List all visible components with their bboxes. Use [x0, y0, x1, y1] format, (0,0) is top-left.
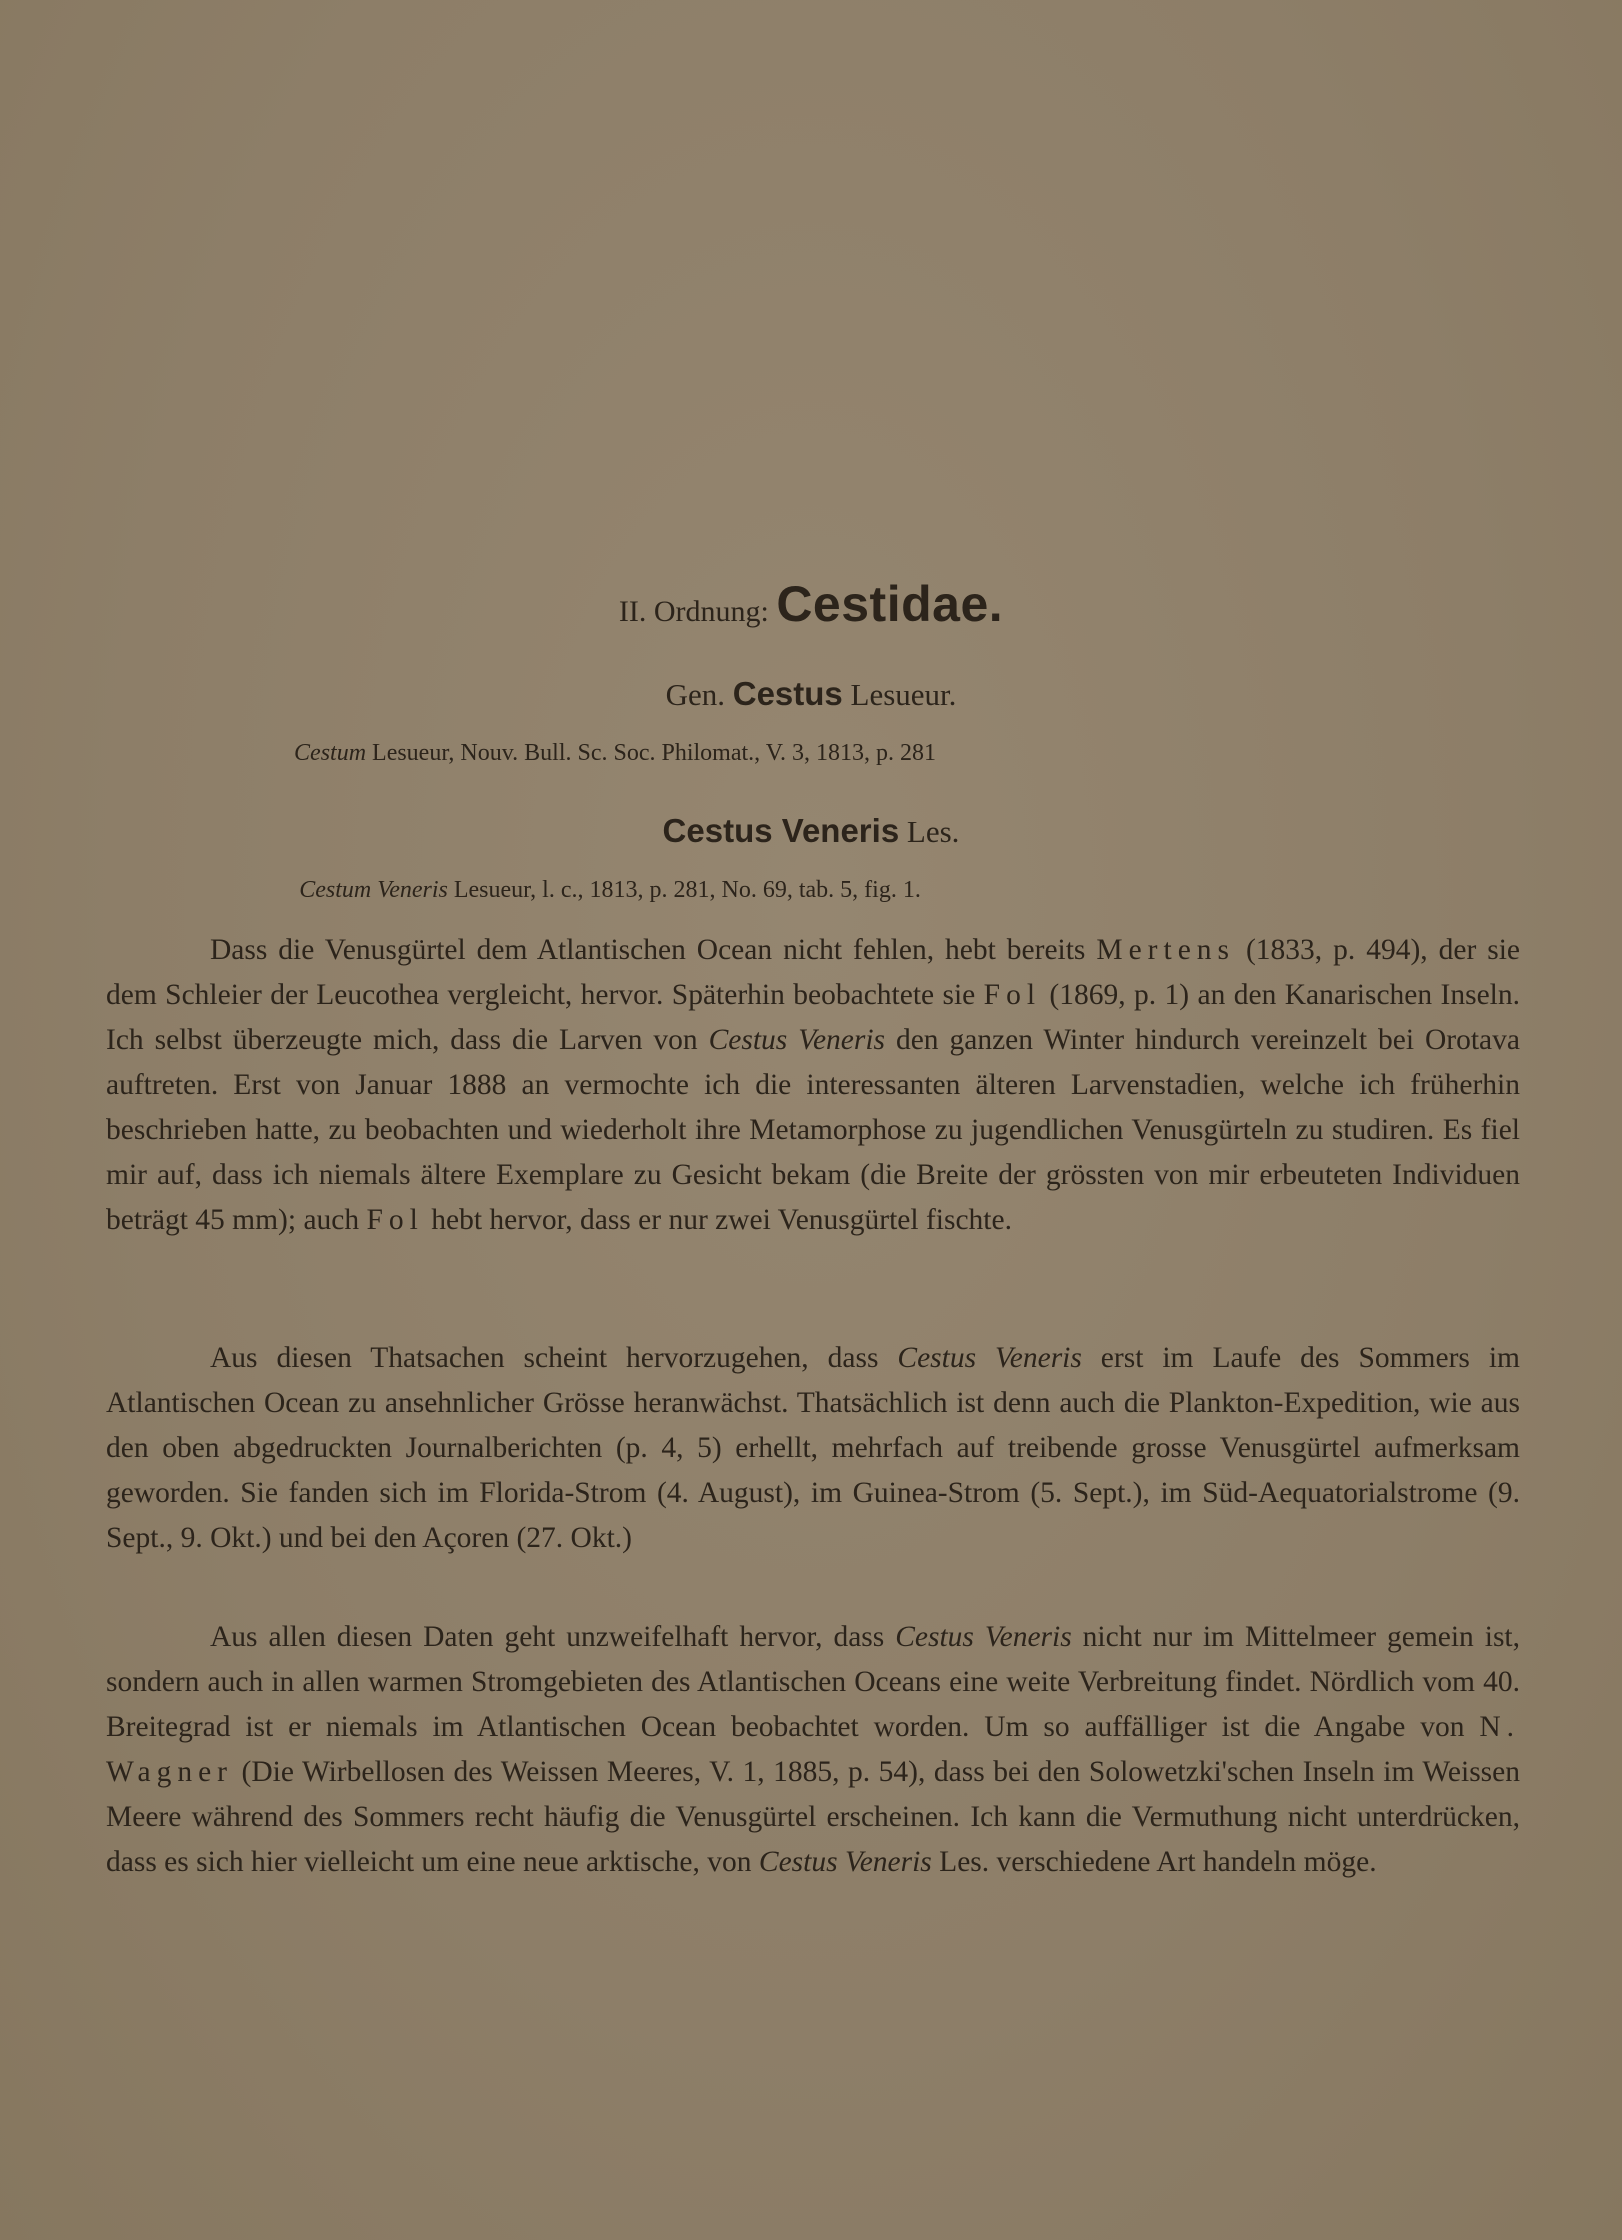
genus-citation: [0, 740, 1230, 767]
species-name: Cestus Veneris: [662, 812, 900, 849]
text-run: (Die Wirbellosen des Weissen Meeres, V. 1, 1885, p. 54), dass bei den Solowetzki'schen Inseln im Weissen Meere während des Sommers recht häufig die Venusgürtel erscheinen. Ich kann die Vermuthung nicht unterdrücken, dass es sich hier vielleicht um eine neue arktische, von: [106, 1756, 1520, 1878]
text-run: (1833, p. 494), der sie dem Schleier der Leucothea vergleicht, hervor. Späterhin beobachtete sie: [106, 934, 1520, 1011]
genus-name: Cestus: [732, 675, 843, 712]
species-citation-name: Cestum Veneris: [299, 877, 448, 903]
text-run: nicht nur im Mittelmeer gemein ist, sondern auch in allen warmen Stromgebieten des Atlantischen Oceans eine weite Verbreitung findet. Nördlich vom 40. Breitegrad ist er niemals im Atlantischen Ocean beobachtet worden. Um so auffälliger ist die Angabe von: [106, 1621, 1521, 1743]
text-run: Aus diesen Thatsachen scheint hervorzugehen, dass: [210, 1342, 898, 1374]
species-ref: Cestus Veneris: [895, 1621, 1072, 1653]
genus-citation-text: Lesueur, Nouv. Bull. Sc. Soc. Philomat., V. 3, 1813, p. 281: [372, 740, 936, 766]
species-citation-text: Lesueur, l. c., 1813, p. 281, No. 69, tab. 5, fig. 1.: [453, 877, 921, 903]
genus-heading: [0, 675, 1622, 713]
order-prefix: II. Ordnung:: [618, 595, 769, 628]
genus-prefix: Gen.: [665, 677, 725, 712]
paragraph-2: [106, 1336, 1520, 1561]
text-run: (1869, p. 1) an den Kanarischen Inseln. Ich selbst überzeugte mich, dass die Larven von: [106, 979, 1520, 1056]
species-heading: [0, 812, 1622, 850]
species-ref: Cestus Veneris: [897, 1342, 1082, 1374]
author-fol: Fol: [366, 1204, 424, 1236]
author-mertens: Mertens: [1096, 934, 1236, 966]
order-name: Cestidae.: [776, 576, 1004, 632]
species-ref: Cestus Veneris: [708, 1024, 886, 1056]
text-run: Aus allen diesen Daten geht unzweifelhaft hervor, dass: [210, 1621, 896, 1653]
species-citation: [0, 877, 1220, 904]
genus-author: Lesueur.: [850, 677, 957, 712]
text-run: erst im Laufe des Sommers im Atlantischen Ocean zu ansehnlicher Grösse heranwächst. Thatsächlich ist denn auch die Plankton-Expedition, wie aus den oben abgedruckten Journalberichten (p. 4, 5) erhellt, mehrfach auf treibende grosse Venusgürtel aufmerksam geworden. Sie fanden sich im Florida-Strom (4. August), im Guinea-Strom (5. Sept.), im Süd-Aequatorialstrome (9. Sept., 9. Okt.) und bei den Açoren (27. Okt.): [106, 1342, 1520, 1554]
text-run: hebt hervor, dass er nur zwei Venusgürtel fischte.: [423, 1204, 1012, 1236]
text-run: Les. verschiedene Art handeln möge.: [931, 1846, 1377, 1878]
genus-citation-name: Cestum: [294, 740, 367, 766]
author-wagner: N. Wagner: [106, 1711, 1520, 1788]
text-run: Dass die Venusgürtel dem Atlantischen Ocean nicht fehlen, hebt bereits: [210, 934, 1097, 966]
text-run: den ganzen Winter hindurch vereinzelt bei Orotava auftreten. Erst von Januar 1888 an vermochte ich die interessanten älteren Larvenstadien, welche ich früherhin beschrieben hatte, zu beobachten und wiederholt ihre Metamorphose zu jugendlichen Venusgürteln zu studiren. Es fiel mir auf, dass ich niemals ältere Exemplare zu Gesicht bekam (die Breite der grössten von mir erbeuteten Individuen beträgt 45 mm); auch: [106, 1024, 1520, 1236]
paragraph-1: [106, 928, 1520, 1243]
species-ref: Cestus Veneris: [758, 1846, 932, 1878]
order-heading: [0, 575, 1622, 633]
author-fol: Fol: [983, 979, 1042, 1011]
paragraph-3: [106, 1615, 1520, 1885]
species-author: Les.: [906, 814, 960, 849]
